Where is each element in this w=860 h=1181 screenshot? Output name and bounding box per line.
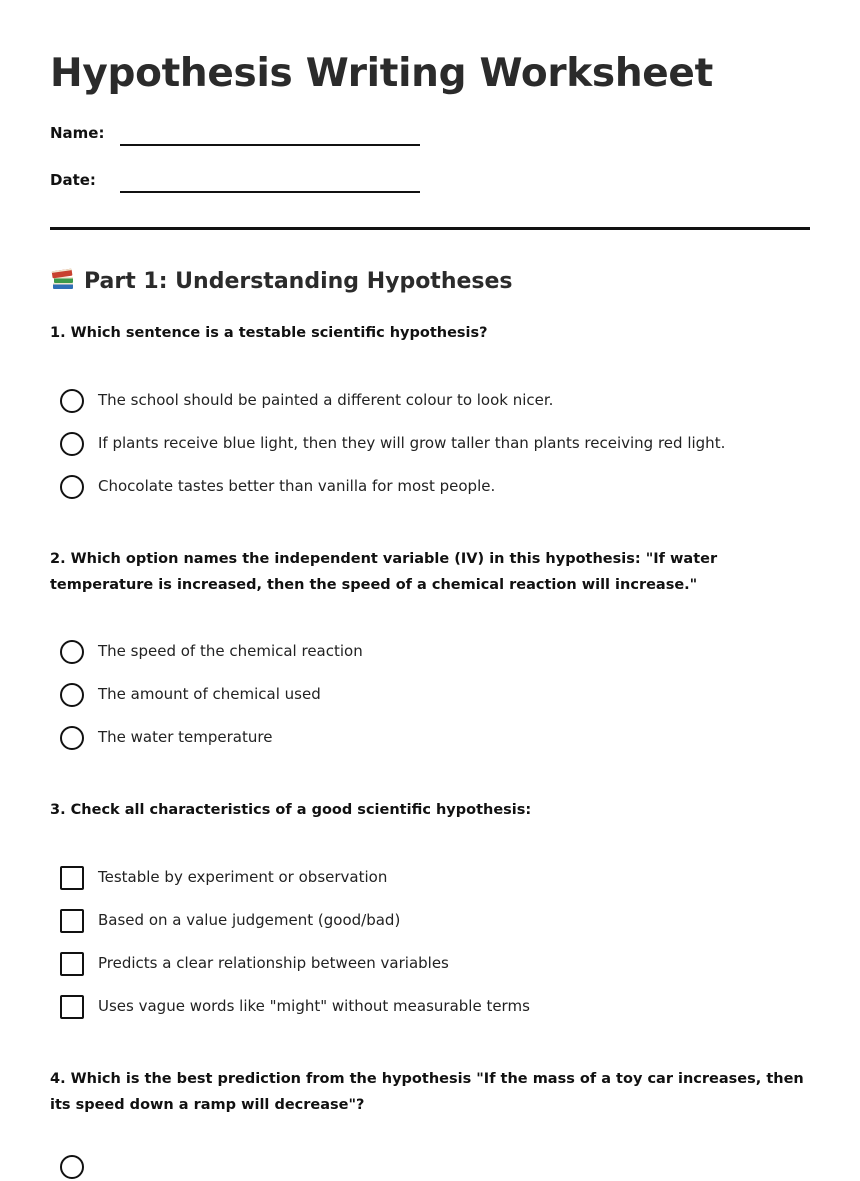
q3-option-3[interactable] <box>60 952 800 978</box>
option-label: Uses vague words like "might" without measurable terms <box>98 997 530 1015</box>
checkbox[interactable] <box>60 952 84 976</box>
checkbox[interactable] <box>60 995 84 1019</box>
name-input[interactable] <box>120 118 420 146</box>
q3-option-1[interactable] <box>60 866 800 892</box>
name-field-row <box>50 118 420 148</box>
q3-option-4[interactable] <box>60 995 800 1021</box>
checkbox[interactable] <box>60 866 84 890</box>
q2-option-3[interactable] <box>60 726 800 752</box>
books-icon <box>50 267 76 291</box>
option-label: Predicts a clear relationship between variables <box>98 954 449 972</box>
radio-button[interactable] <box>60 389 84 413</box>
question-3: 3. Check all characteristics of a good scientific hypothesis: <box>50 802 532 818</box>
part1-heading <box>50 266 513 298</box>
worksheet-title: Hypothesis Writing Worksheet <box>50 51 713 96</box>
option-label: If plants receive blue light, then they will grow taller than plants receiving red light. <box>98 434 726 452</box>
radio-button[interactable] <box>60 432 84 456</box>
date-input[interactable] <box>120 165 420 193</box>
date-label: Date: <box>50 171 96 189</box>
name-label: Name: <box>50 124 105 142</box>
radio-button[interactable] <box>60 683 84 707</box>
header-divider <box>50 227 810 230</box>
radio-button[interactable] <box>60 726 84 750</box>
q2-option-1[interactable] <box>60 640 800 666</box>
option-label: The speed of the chemical reaction <box>98 642 363 660</box>
option-label: Based on a value judgement (good/bad) <box>98 911 401 929</box>
option-label: The water temperature <box>98 728 273 746</box>
question-2: 2. Which option names the independent variable (IV) in this hypothesis: "If water temperature is increased, then the speed of a chemical reaction will increase." <box>50 551 718 593</box>
radio-button[interactable] <box>60 640 84 664</box>
option-label: Testable by experiment or observation <box>98 868 388 886</box>
q4-option-1[interactable] <box>60 1155 800 1181</box>
q2-option-2[interactable] <box>60 683 800 709</box>
q1-option-3[interactable] <box>60 475 800 501</box>
part1-title: Part 1: Understanding Hypotheses <box>84 269 513 294</box>
q1-option-1[interactable] <box>60 389 800 415</box>
date-field-row <box>50 165 420 195</box>
question-1: 1. Which sentence is a testable scientific hypothesis? <box>50 325 488 341</box>
radio-button[interactable] <box>60 1155 84 1179</box>
q3-option-2[interactable] <box>60 909 800 935</box>
q1-option-2[interactable] <box>60 432 800 458</box>
checkbox[interactable] <box>60 909 84 933</box>
option-label: The school should be painted a different colour to look nicer. <box>98 391 554 409</box>
question-4: 4. Which is the best prediction from the hypothesis "If the mass of a toy car increases, then its speed down a ramp will decrease"? <box>50 1071 804 1113</box>
option-label: The amount of chemical used <box>98 685 321 703</box>
option-label: Chocolate tastes better than vanilla for most people. <box>98 477 496 495</box>
radio-button[interactable] <box>60 475 84 499</box>
